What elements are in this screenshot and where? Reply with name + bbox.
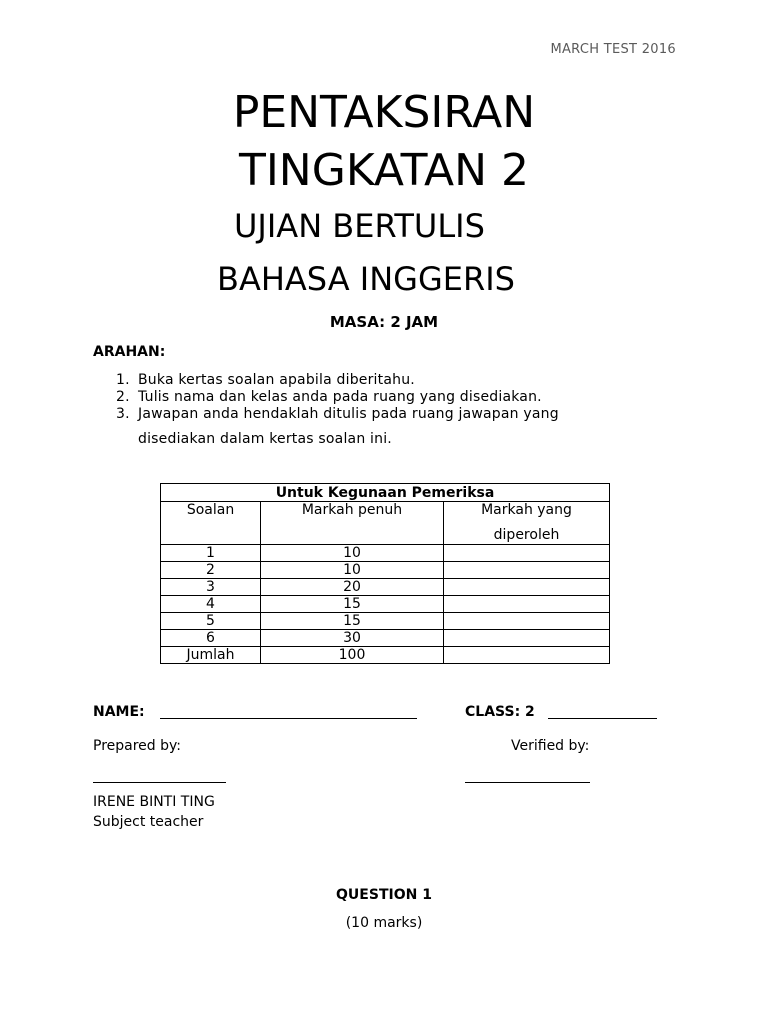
instruction-number: 2. <box>116 389 130 405</box>
cell-markah-penuh: 15 <box>261 613 444 630</box>
instruction-text: Jawapan anda hendaklah ditulis pada ruang jawapan yang <box>138 406 559 422</box>
instruction-item <box>116 371 415 389</box>
cell-soalan: 6 <box>161 630 261 647</box>
column-header-line: Markah yang <box>481 502 572 518</box>
cell-markah-penuh: 30 <box>261 630 444 647</box>
instruction-number: 1. <box>116 372 130 388</box>
prepared-by-label: Prepared by: <box>93 738 181 754</box>
title-line-1: PENTAKSIRAN <box>232 87 536 138</box>
instruction-text: Buka kertas soalan apabila diberitahu. <box>138 372 415 388</box>
examiner-marks-table <box>160 483 610 664</box>
cell-soalan: 2 <box>161 562 261 579</box>
verifier-signature-line[interactable] <box>465 782 590 783</box>
cell-markah-penuh: 100 <box>261 647 444 664</box>
question-marks: (10 marks) <box>345 915 423 931</box>
table-caption: Untuk Kegunaan Pemeriksa <box>161 484 610 502</box>
cell-diperoleh[interactable] <box>444 562 610 579</box>
table-row <box>161 545 610 562</box>
table-row <box>161 596 610 613</box>
cell-diperoleh[interactable] <box>444 545 610 562</box>
table-row <box>161 613 610 630</box>
preparer-role: Subject teacher <box>93 814 204 830</box>
column-header-markah-penuh: Markah penuh <box>261 502 444 545</box>
preparer-name: IRENE BINTI TING <box>93 794 215 810</box>
duration: MASA: 2 JAM <box>329 313 439 331</box>
instruction-number: 3. <box>116 406 130 422</box>
table-row-total <box>161 647 610 664</box>
column-header-line: diperoleh <box>493 527 560 543</box>
column-header-markah-diperoleh <box>444 502 610 545</box>
cell-markah-penuh: 10 <box>261 545 444 562</box>
preparer-signature-line[interactable] <box>93 782 226 783</box>
class-label: CLASS: 2 <box>465 704 535 720</box>
cell-soalan: 4 <box>161 596 261 613</box>
instruction-continuation: disediakan dalam kertas soalan ini. <box>138 431 392 447</box>
cell-markah-penuh: 10 <box>261 562 444 579</box>
subtitle-line-2: BAHASA INGGERIS <box>217 260 515 298</box>
cell-diperoleh[interactable] <box>444 630 610 647</box>
instructions-heading: ARAHAN: <box>93 344 166 360</box>
table-row <box>161 562 610 579</box>
verified-by-label: Verified by: <box>511 738 590 754</box>
table-row <box>161 630 610 647</box>
table-row <box>161 579 610 596</box>
instruction-item <box>116 405 559 423</box>
column-header-soalan: Soalan <box>161 502 261 545</box>
cell-soalan: 1 <box>161 545 261 562</box>
cell-diperoleh[interactable] <box>444 579 610 596</box>
header-note: MARCH TEST 2016 <box>550 42 676 57</box>
subtitle-line-1: UJIAN BERTULIS <box>234 207 485 245</box>
cell-diperoleh[interactable] <box>444 596 610 613</box>
class-field[interactable] <box>548 718 657 719</box>
cell-soalan: 5 <box>161 613 261 630</box>
title-line-2: TINGKATAN 2 <box>238 145 530 196</box>
cell-markah-penuh: 20 <box>261 579 444 596</box>
cell-soalan: 3 <box>161 579 261 596</box>
instruction-item <box>116 388 542 406</box>
instruction-text: Tulis nama dan kelas anda pada ruang yang disediakan. <box>138 389 542 405</box>
cell-markah-penuh: 15 <box>261 596 444 613</box>
cell-diperoleh[interactable] <box>444 647 610 664</box>
name-label: NAME: <box>93 704 145 720</box>
name-field[interactable] <box>160 718 417 719</box>
cell-soalan: Jumlah <box>161 647 261 664</box>
cell-diperoleh[interactable] <box>444 613 610 630</box>
question-title: QUESTION 1 <box>336 887 432 903</box>
